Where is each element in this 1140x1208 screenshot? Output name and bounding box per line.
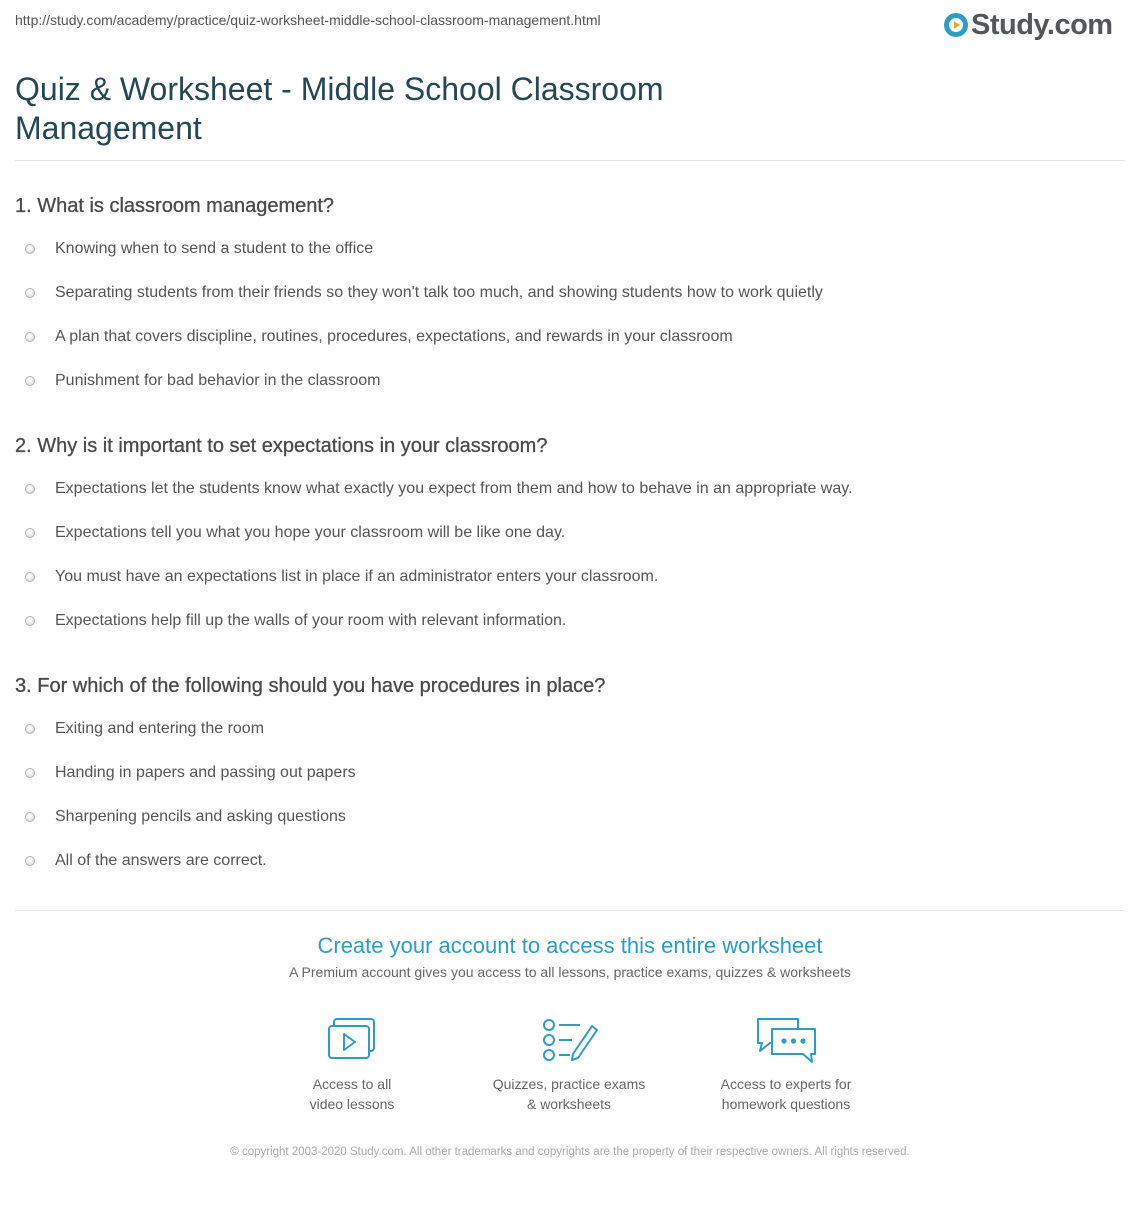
radio-button[interactable] (25, 484, 35, 494)
answer-label: All of the answers are correct. (55, 852, 267, 869)
radio-button[interactable] (25, 572, 35, 582)
radio-button[interactable] (25, 288, 35, 298)
question-text: 2. Why is it important to set expectations in your classroom? (15, 435, 548, 457)
feature-label (686, 1074, 886, 1114)
questions-divider (15, 910, 1125, 911)
answer-label: Expectations help fill up the walls of your room with relevant information. (55, 612, 567, 629)
feature-label (469, 1074, 669, 1114)
feature-video-lessons (252, 1016, 452, 1114)
study-logo[interactable] (944, 8, 1113, 42)
feature-label (252, 1074, 452, 1114)
page-title: Quiz & Worksheet - Middle School Classroom Management (15, 71, 664, 146)
answer-label: Expectations tell you what you hope your classroom will be like one day. (55, 524, 566, 541)
feature-label-line: Access to experts for (720, 1076, 852, 1092)
feature-label-line: homework questions (721, 1096, 851, 1112)
answer-label: Separating students from their friends so they won't talk too much, and showing students how to work quietly (55, 284, 823, 301)
answer-option[interactable] (15, 761, 356, 785)
answer-label: Expectations let the students know what exactly you expect from them and how to behave in an appropriate way. (55, 480, 853, 497)
copyright-notice: © copyright 2003-2020 Study.com. All other trademarks and copyrights are the property of their respective owners. All rights reserved. (230, 1146, 910, 1158)
play-circle-icon (944, 13, 968, 37)
feature-label-line: Access to all (312, 1076, 392, 1092)
answer-option[interactable] (15, 805, 346, 829)
chat-bubbles-icon (754, 1016, 818, 1064)
question-3 (15, 674, 1125, 869)
radio-button[interactable] (25, 376, 35, 386)
create-account-link[interactable]: Create your account to access this entire worksheet (317, 933, 823, 958)
quiz-checklist-icon (540, 1016, 598, 1064)
feature-quizzes (469, 1016, 669, 1114)
answer-label: You must have an expectations list in place if an administrator enters your classroom. (55, 568, 659, 585)
answer-label: Handing in papers and passing out papers (55, 764, 356, 781)
feature-label-line: video lessons (309, 1096, 395, 1112)
feature-label-line: & worksheets (526, 1096, 612, 1112)
answer-option[interactable] (15, 717, 264, 741)
radio-button[interactable] (25, 768, 35, 778)
radio-button[interactable] (25, 856, 35, 866)
answer-option[interactable] (15, 477, 853, 501)
answer-option[interactable] (15, 565, 658, 589)
answer-option[interactable] (15, 849, 267, 873)
radio-button[interactable] (25, 332, 35, 342)
question-text: 3. For which of the following should you have procedures in place? (15, 675, 606, 697)
logo-text: Study.com (971, 9, 1113, 41)
answer-option[interactable] (15, 609, 566, 633)
answer-label: A plan that covers discipline, routines, procedures, expectations, and rewards in your classroom (55, 328, 733, 345)
answer-option[interactable] (15, 369, 381, 393)
answer-label: Knowing when to send a student to the office (55, 240, 374, 257)
feature-label-line: Quizzes, practice exams (492, 1076, 646, 1092)
feature-experts (686, 1016, 886, 1114)
radio-button[interactable] (25, 724, 35, 734)
answer-option[interactable] (15, 325, 733, 349)
answer-label: Punishment for bad behavior in the classroom (55, 372, 381, 389)
question-2 (15, 434, 1125, 629)
answer-label: Exiting and entering the room (55, 720, 265, 737)
question-text: 1. What is classroom management? (15, 195, 335, 217)
page-url: http://study.com/academy/practice/quiz-worksheet-middle-school-classroom-management.html (15, 12, 601, 28)
video-lessons-icon (326, 1016, 378, 1064)
premium-description: A Premium account gives you access to all lessons, practice exams, quizzes & worksheets (289, 964, 851, 980)
question-1 (15, 194, 1125, 389)
radio-button[interactable] (25, 812, 35, 822)
answer-label: Sharpening pencils and asking questions (55, 808, 346, 825)
radio-button[interactable] (25, 528, 35, 538)
radio-button[interactable] (25, 244, 35, 254)
title-divider (15, 160, 1125, 161)
answer-option[interactable] (15, 237, 373, 261)
answer-option[interactable] (15, 521, 565, 545)
answer-option[interactable] (15, 281, 823, 305)
radio-button[interactable] (25, 616, 35, 626)
